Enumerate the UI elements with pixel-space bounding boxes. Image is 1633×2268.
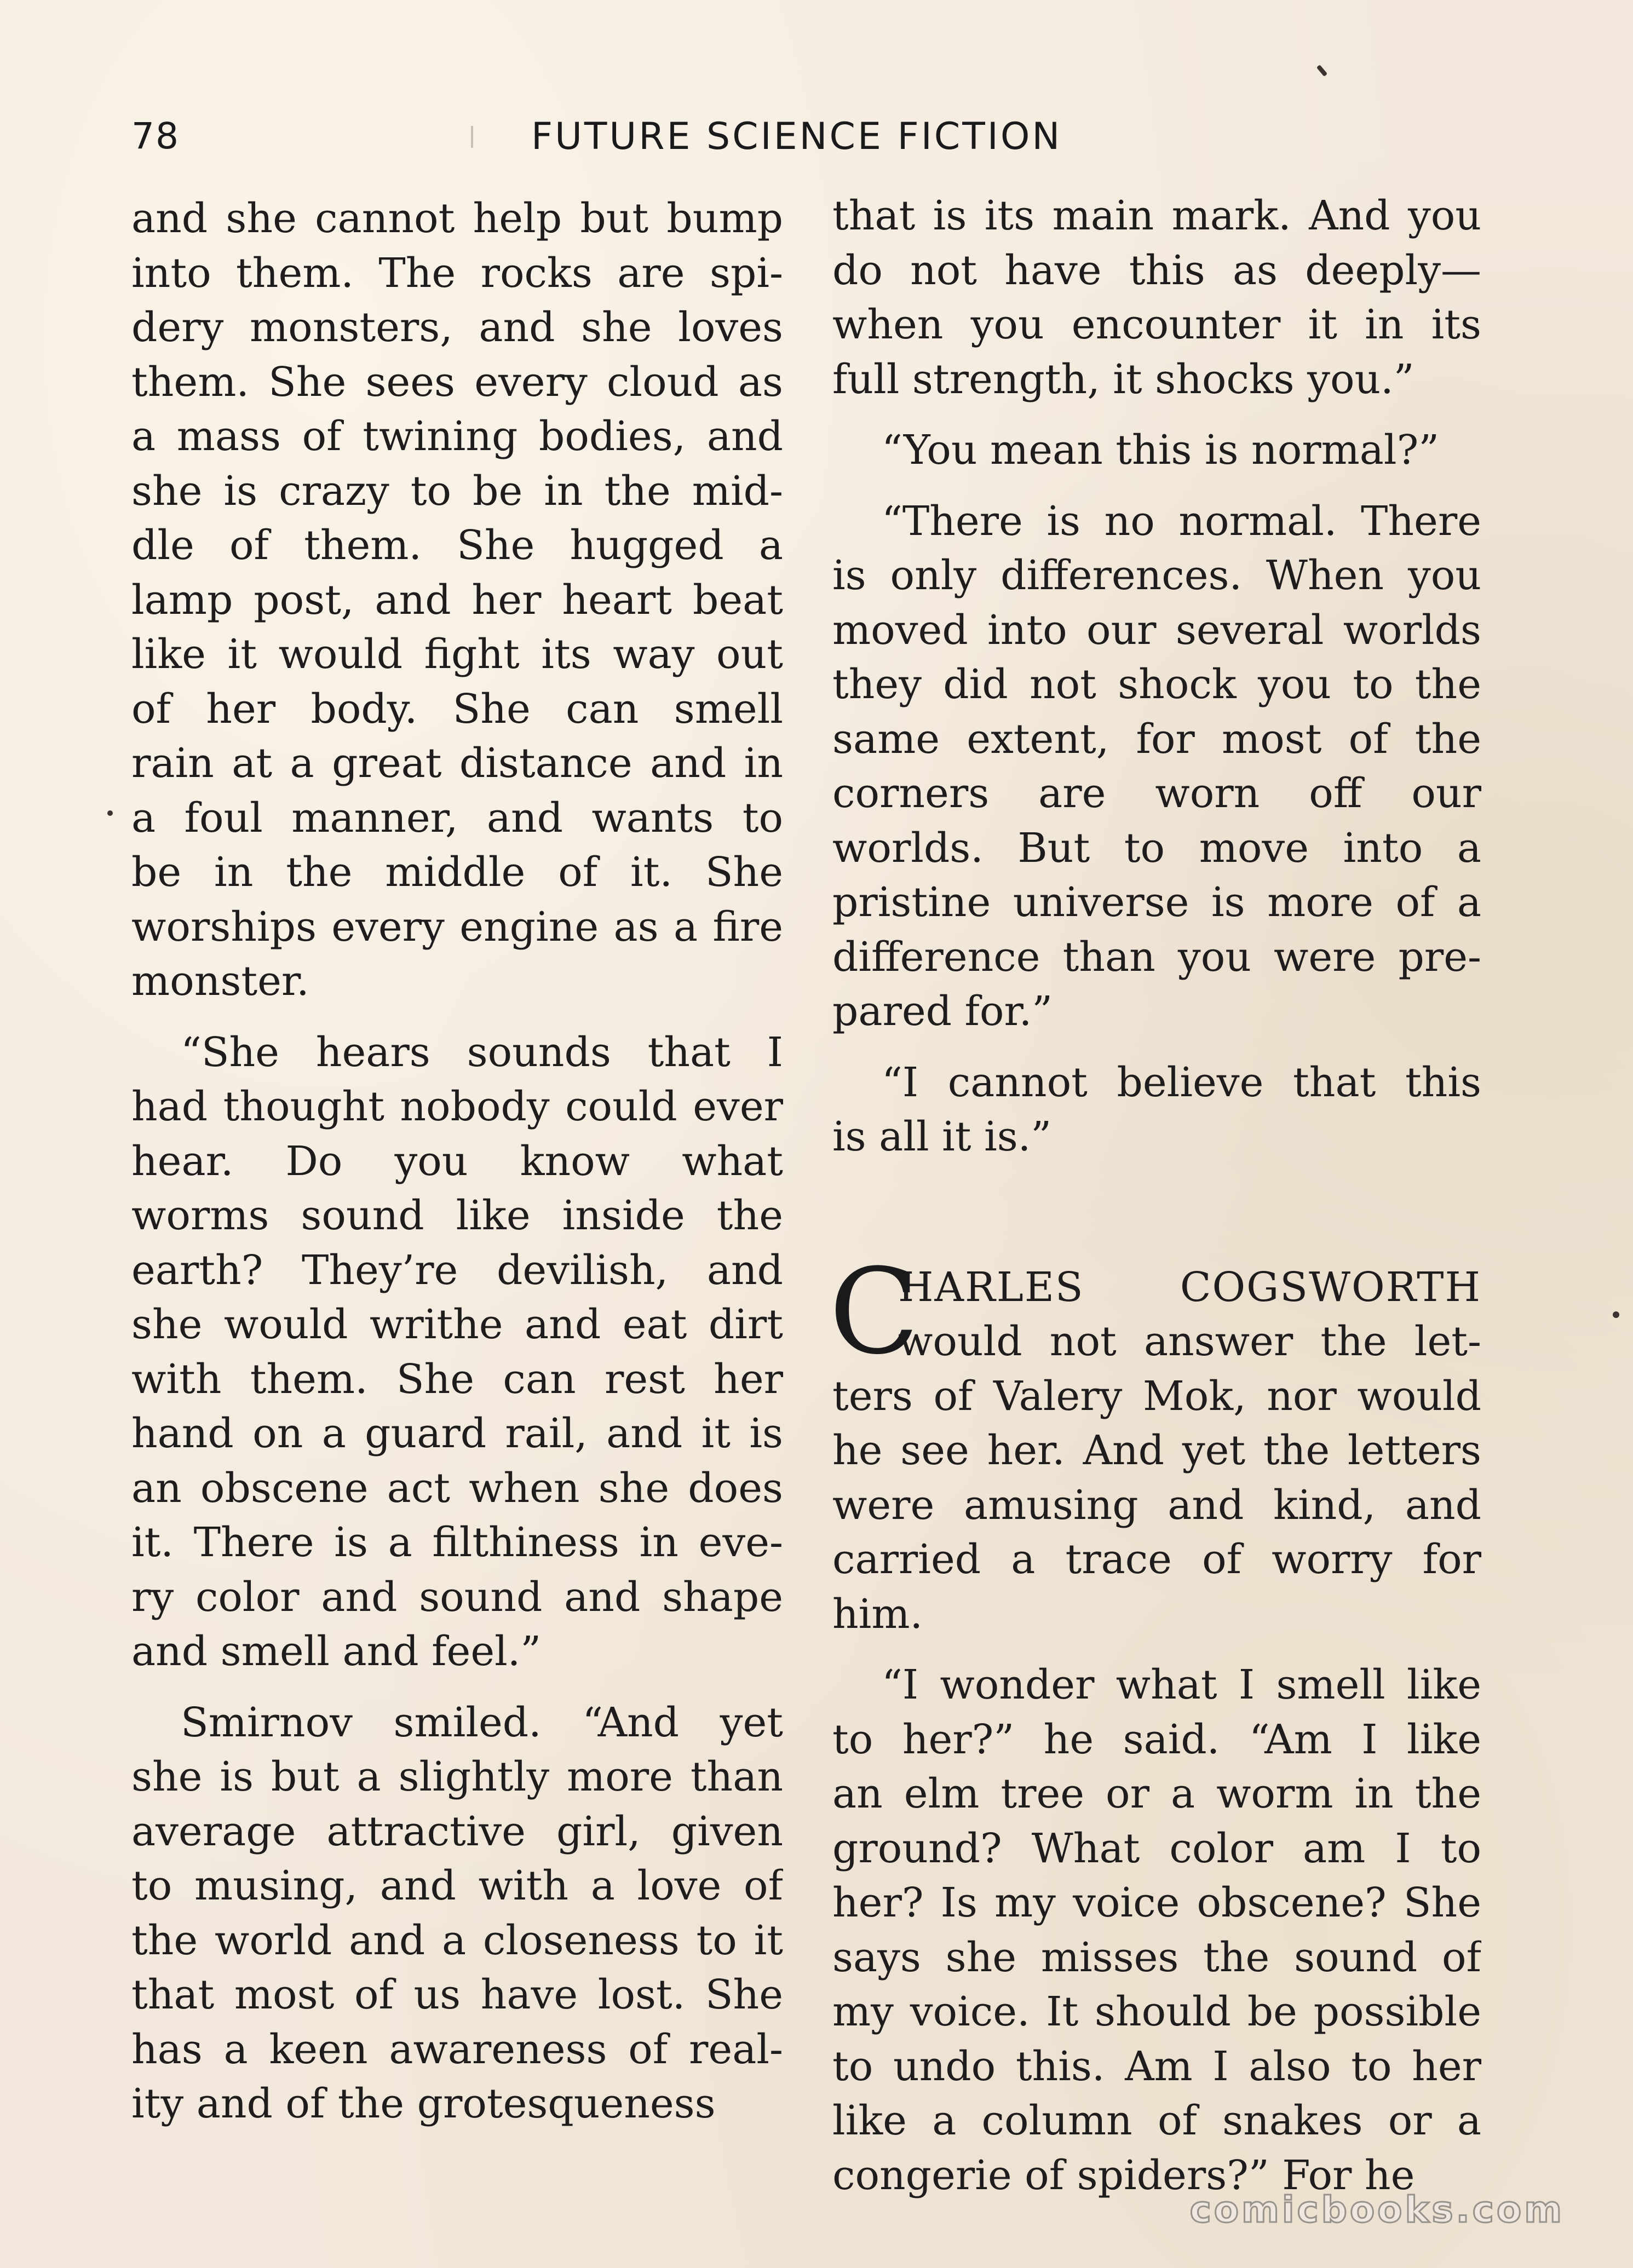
- text-line: she is but a slightly more than: [131, 1753, 783, 1800]
- text-line: like it would fight its way out: [131, 631, 783, 678]
- text-line: hear. Do you know what: [131, 1137, 783, 1185]
- text-line: ity and of the grotesqueness: [131, 2080, 716, 2127]
- text-line: were amusing and kind, and: [832, 1481, 1481, 1529]
- text-line: difference than you were pre-: [832, 933, 1481, 981]
- print-speck: [1316, 65, 1327, 77]
- text-line: worms sound like inside the: [131, 1192, 783, 1239]
- text-line: and smell and feel.”: [131, 1628, 542, 1675]
- page-header: [131, 115, 1084, 164]
- text-line: hand on a guard rail, and it is: [131, 1410, 783, 1457]
- drop-cap: C: [829, 1242, 919, 1380]
- text-line: carried a trace of worry for: [832, 1536, 1481, 1583]
- text-line: and she cannot help but bump: [131, 195, 783, 242]
- text-line: rain at a great distance and in: [131, 740, 783, 787]
- text-line: with them. She can rest her: [131, 1355, 783, 1403]
- text-line: they did not shock you to the: [832, 661, 1481, 708]
- text-line: to undo this. Am I also to her: [832, 2042, 1481, 2090]
- text-line: Smirnov smiled. “And yet: [181, 1699, 783, 1746]
- paragraph: [832, 494, 1481, 1039]
- text-line: like a column of snakes or a: [832, 2097, 1481, 2144]
- left-column: [131, 192, 783, 2132]
- text-line: congerie of spiders?” For he: [832, 2151, 1415, 2199]
- text-line: them. She sees every cloud as: [131, 358, 783, 406]
- text-line: is only differences. When you: [832, 552, 1481, 599]
- section-first-line: HARLES COGSWORTH: [898, 1263, 1481, 1311]
- text-line: an elm tree or a worm in the: [832, 1770, 1481, 1817]
- text-line: an obscene act when she does: [131, 1464, 783, 1512]
- text-line: to musing, and with a love of: [131, 1862, 783, 1909]
- paragraph: [832, 189, 1481, 407]
- paragraph: [832, 1658, 1481, 2203]
- text-line: a foul manner, and wants to: [131, 794, 783, 842]
- text-line: that is its main mark. And you: [832, 192, 1481, 239]
- section-break: [832, 1165, 1481, 1260]
- text-line: my voice. It should be possible: [832, 1988, 1481, 2035]
- text-line: says she misses the sound of: [832, 1933, 1481, 1981]
- text-line: would not answer the let-: [898, 1318, 1481, 1365]
- text-line: monster.: [131, 958, 309, 1005]
- text-line: “I wonder what I smell like: [882, 1661, 1481, 1708]
- text-line: it. There is a filthiness in eve-: [131, 1519, 783, 1566]
- text-line: she is crazy to be in the mid-: [131, 467, 783, 515]
- text-line: ry color and sound and shape: [131, 1573, 783, 1621]
- text-line: when you encounter it in its: [832, 301, 1481, 348]
- print-speck: [1613, 1311, 1619, 1318]
- text-line: she would writhe and eat dirt: [131, 1301, 783, 1348]
- text-line: corners are worn off our: [832, 770, 1481, 817]
- text-line: a mass of twining bodies, and: [131, 413, 783, 460]
- text-line: be in the middle of it. She: [131, 849, 783, 896]
- text-line: has a keen awareness of real-: [131, 2025, 783, 2073]
- text-line: to her?” he said. “Am I like: [832, 1716, 1481, 1763]
- text-line: worships every engine as a fire: [131, 903, 783, 951]
- running-title: FUTURE SCIENCE FICTION: [531, 115, 1062, 158]
- text-line: do not have this as deeply—: [832, 246, 1481, 294]
- print-speck: [107, 810, 113, 816]
- text-line: “I cannot believe that this: [882, 1058, 1481, 1106]
- text-line: same extent, for most of the: [832, 715, 1481, 763]
- text-line: “She hears sounds that I: [181, 1028, 783, 1076]
- section-opening-paragraph: [829, 1242, 1481, 1642]
- text-line: earth? They’re devilish, and: [131, 1246, 783, 1294]
- text-line: pared for.”: [832, 988, 1053, 1035]
- text-line: “You mean this is normal?”: [882, 427, 1440, 474]
- text-line: he see her. And yet the letters: [832, 1427, 1481, 1474]
- watermark-text: comicbooks.com: [1189, 2189, 1565, 2231]
- text-line: moved into our several worlds: [832, 606, 1481, 654]
- text-line: worlds. But to move into a: [832, 824, 1481, 872]
- text-line: of her body. She can smell: [131, 685, 783, 733]
- text-line: had thought nobody could ever: [131, 1083, 783, 1130]
- text-line: lamp post, and her heart beat: [131, 576, 783, 624]
- text-line: that most of us have lost. She: [131, 1971, 783, 2018]
- text-line: dle of them. She hugged a: [131, 522, 783, 569]
- text-line: ground? What color am I to: [832, 1824, 1481, 1872]
- text-line: pristine universe is more of a: [832, 879, 1481, 926]
- text-line: her? Is my voice obscene? She: [832, 1879, 1481, 1926]
- page-number: 78: [131, 115, 180, 157]
- paragraph: [832, 1056, 1481, 1165]
- text-line: dery monsters, and she loves: [131, 304, 783, 351]
- text-line: ters of Valery Mok, nor would: [832, 1372, 1481, 1420]
- text-line: “There is no normal. There: [882, 497, 1481, 545]
- text-line: into them. The rocks are spi-: [131, 249, 783, 297]
- text-line: full strength, it shocks you.”: [832, 355, 1415, 403]
- paragraph: [131, 1696, 783, 2132]
- text-line: him.: [832, 1590, 923, 1638]
- text-line: average attractive girl, given: [131, 1808, 783, 1855]
- right-column: [829, 189, 1481, 2203]
- paragraph: [832, 423, 1481, 478]
- paragraph: [131, 1026, 783, 1679]
- text-line: is all it is.”: [832, 1113, 1052, 1160]
- text-line: the world and a closeness to it: [131, 1916, 783, 1964]
- paragraph: [131, 192, 783, 1009]
- header-divider: [471, 126, 473, 148]
